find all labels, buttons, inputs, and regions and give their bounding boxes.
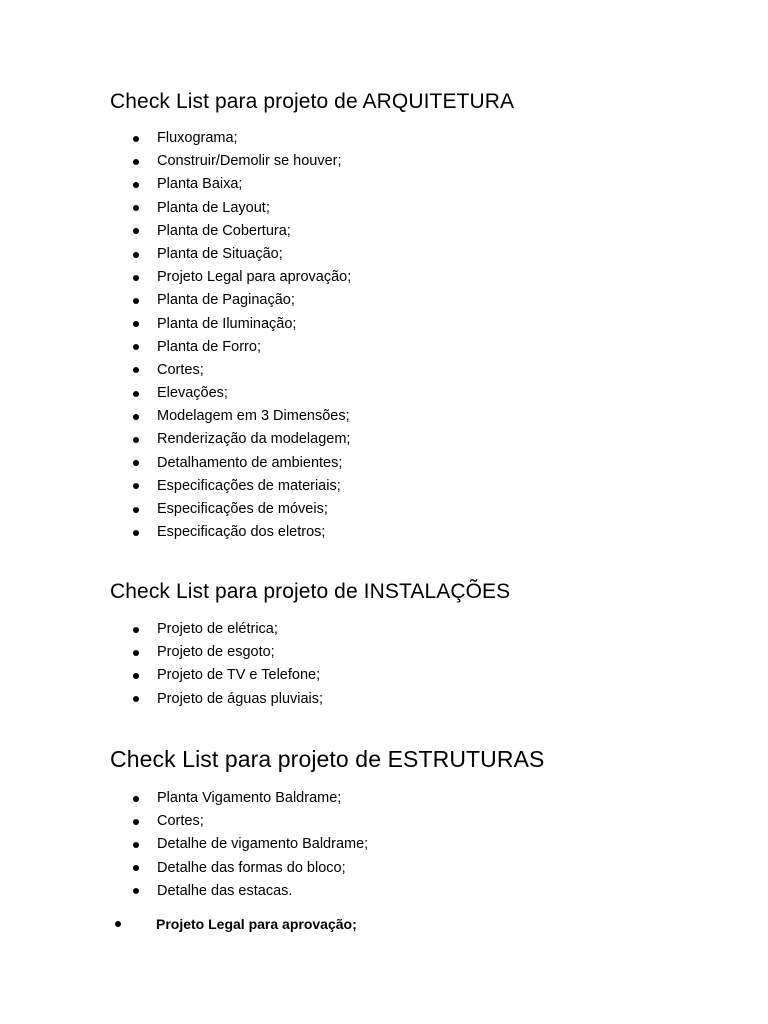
bullet-icon [133, 696, 139, 702]
bullet-icon [133, 205, 139, 211]
checklist-arquitetura [0, 127, 768, 544]
bullet-icon [133, 673, 139, 679]
checklist-instalacoes [0, 618, 768, 711]
bullet-icon [133, 483, 139, 489]
bullet-icon [133, 627, 139, 633]
list-item: Renderização da modelagem; [0, 428, 768, 451]
list-item: Planta de Layout; [0, 197, 768, 220]
list-item: Planta Baixa; [0, 173, 768, 196]
bullet-icon [133, 344, 139, 350]
list-item: Fluxograma; [0, 127, 768, 150]
list-item: Projeto Legal para aprovação; [0, 266, 768, 289]
section-title-estruturas: Check List para projeto de ESTRUTURAS [110, 746, 545, 772]
list-item: Especificações de móveis; [0, 498, 768, 521]
list-item: Elevações; [0, 382, 768, 405]
list-item: Planta de Iluminação; [0, 313, 768, 336]
bullet-icon [133, 796, 139, 802]
bullet-icon [133, 414, 139, 420]
bullet-icon [133, 159, 139, 165]
bullet-icon [115, 921, 121, 927]
bullet-icon [133, 136, 139, 142]
list-item: Especificações de materiais; [0, 475, 768, 498]
bullet-icon [133, 437, 139, 443]
section-title-instalacoes: Check List para projeto de INSTALAÇÕES [110, 580, 511, 603]
bullet-icon [133, 367, 139, 373]
list-item: Cortes; [0, 359, 768, 382]
list-item: Especificação dos eletros; [0, 521, 768, 544]
list-item: Detalhe de vigamento Baldrame; [0, 833, 768, 856]
list-item: Planta de Paginação; [0, 289, 768, 312]
final-list-item [0, 912, 768, 936]
list-item: Modelagem em 3 Dimensões; [0, 405, 768, 428]
list-item: Projeto de esgoto; [0, 641, 768, 664]
list-item: Projeto de elétrica; [0, 618, 768, 641]
bullet-icon [133, 321, 139, 327]
list-item: Construir/Demolir se houver; [0, 150, 768, 173]
list-item: Planta de Forro; [0, 336, 768, 359]
bullet-icon [133, 391, 139, 397]
bullet-icon [133, 275, 139, 281]
bullet-icon [133, 507, 139, 513]
bullet-icon [133, 842, 139, 848]
bullet-icon [133, 650, 139, 656]
final-item-label: Projeto Legal para aprovação; [156, 916, 357, 932]
bullet-icon [133, 298, 139, 304]
bullet-icon [133, 228, 139, 234]
bullet-icon [133, 252, 139, 258]
list-item: Projeto de TV e Telefone; [0, 664, 768, 687]
bullet-icon [133, 460, 139, 466]
bullet-icon [133, 530, 139, 536]
bullet-icon [133, 865, 139, 871]
bullet-icon [133, 888, 139, 894]
list-item: Cortes; [0, 810, 768, 833]
list-item: Projeto de águas pluviais; [0, 688, 768, 711]
list-item: Detalhe das formas do bloco; [0, 857, 768, 880]
list-item: Planta de Situação; [0, 243, 768, 266]
bullet-icon [133, 819, 139, 825]
checklist-estruturas [0, 787, 768, 903]
section-title-arquitetura: Check List para projeto de ARQUITETURA [110, 90, 515, 113]
bullet-icon [133, 182, 139, 188]
list-item: Planta de Cobertura; [0, 220, 768, 243]
list-item: Detalhamento de ambientes; [0, 452, 768, 475]
list-item: Planta Vigamento Baldrame; [0, 787, 768, 810]
list-item: Detalhe das estacas. [0, 880, 768, 903]
